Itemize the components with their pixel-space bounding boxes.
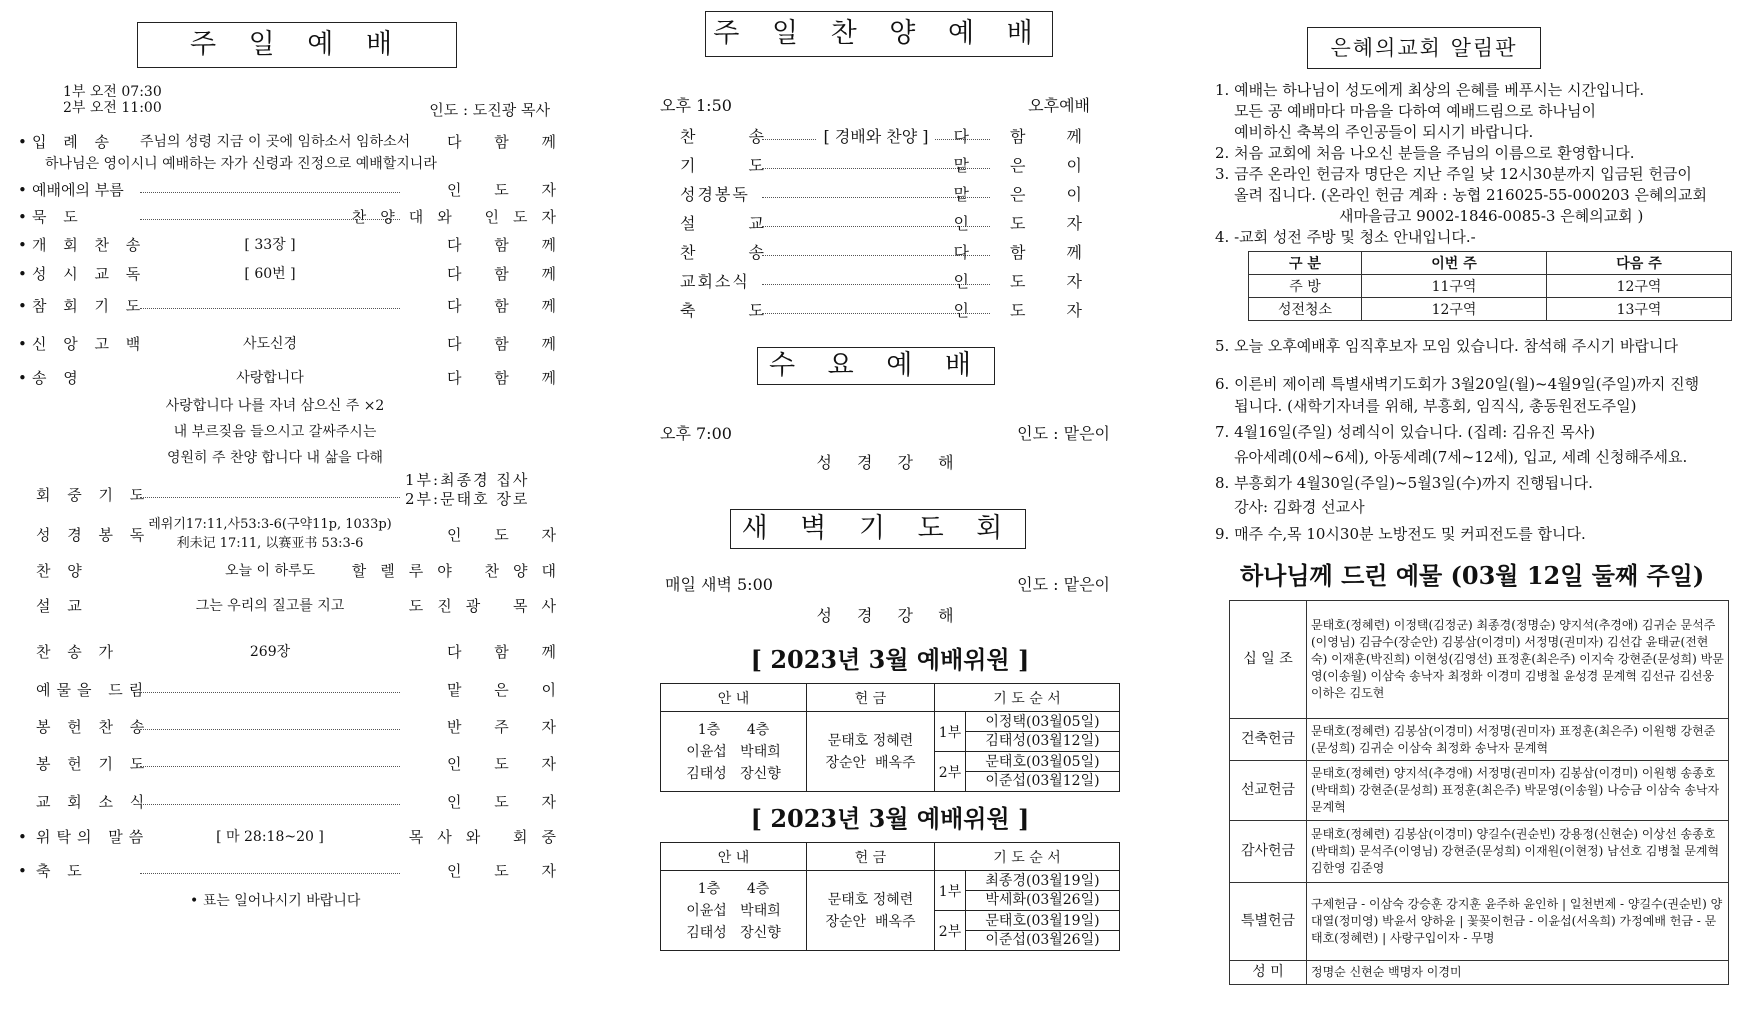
item-label: 성 경 봉 독 — [36, 526, 151, 544]
item-leader: 인 도 자 — [446, 526, 570, 544]
item-label: 축 도 — [680, 301, 788, 320]
list-item — [0, 366, 590, 390]
list-item — [0, 859, 590, 883]
col-header: 안 내 — [661, 684, 807, 712]
offering-kind: 감사헌금 — [1230, 821, 1307, 883]
table-row — [1230, 601, 1729, 719]
item-label: 찬 송 — [680, 243, 788, 262]
list-item — [0, 594, 590, 618]
standing-marker: • — [18, 265, 27, 283]
item-label: 교회소식 — [680, 272, 750, 291]
item-leader: 반 주 자 — [446, 718, 570, 736]
standing-marker: • — [18, 297, 27, 315]
item-detail: 사도신경 — [242, 336, 298, 352]
part-cell: 1부 — [935, 712, 966, 752]
item-leader: 다 함 께 — [446, 369, 570, 387]
item-leader: 인 도 자 — [953, 272, 1100, 291]
leader-dots — [140, 308, 400, 309]
item-leader: 다 함 께 — [446, 236, 570, 254]
leader-dots — [140, 766, 400, 767]
committee-table — [660, 683, 1120, 792]
table-row: 성전청소 12구역 13구역 — [1249, 298, 1732, 321]
item-label: 위탁의 말씀 — [36, 828, 150, 846]
leader-dots — [140, 873, 400, 874]
item-label: 기 도 — [680, 156, 788, 175]
offering-kind: 선교헌금 — [1230, 761, 1307, 821]
committee-title-2: [ 2023년 3월 예배위원 ] — [750, 804, 1030, 833]
item-leader: 인 도 자 — [446, 755, 570, 773]
item-leader: 다 함 께 — [446, 133, 570, 151]
service-verse: 하나님은 영이시니 예배하는 자가 신령과 진정으로 예배할지니라 — [45, 156, 437, 172]
offering-names: 구제헌금 - 이삼숙 강승훈 강지훈 윤주하 윤인하 | 일천번제 - 양길수(권순빈) 양대열(정미영) 박윤서 양하윤 | 꽃꽂이헌금 - 이윤섭(서옥희) 가정예배 헌금 - 문태호(정혜련) | 사랑구입이자 - 무명 — [1307, 883, 1729, 961]
col-header: 안 내 — [661, 843, 807, 871]
item-label: 설 교 — [680, 214, 788, 233]
wed-time: 오후 7:00 — [660, 424, 732, 443]
notice-line: 올려 집니다. (온라인 헌금 계좌 : 농협 216025-55-000203 은혜의교회 — [1215, 186, 1707, 204]
list-item — [0, 752, 590, 776]
item-label: 신 앙 고 백 — [32, 335, 147, 353]
clean-header: 이번 주 — [1362, 252, 1547, 275]
praise-worship-title: 주 일 찬 양 예 배 — [705, 11, 1053, 57]
list-item — [0, 262, 590, 286]
prayer-cell: 최종경(03월19일) 박세화(03월26일) — [966, 871, 1120, 911]
list-item — [0, 559, 590, 583]
notice-line: 5. 오늘 오후예배후 임직후보자 모임 있습니다. 참석해 주시기 바랍니다 — [1215, 337, 1678, 355]
prayer-cell: 이정택(03월05일) 김태성(03월12일) — [966, 712, 1120, 752]
item-leader: 맡 은 이 — [953, 156, 1100, 175]
item-label: 예물을 드림 — [36, 681, 150, 699]
list-item — [0, 233, 590, 257]
pm-time: 오후 1:50 — [660, 96, 732, 115]
list-item — [0, 715, 590, 739]
table-row — [1230, 719, 1729, 761]
col-header: 헌 금 — [807, 843, 935, 871]
committee-table — [660, 842, 1120, 951]
notice-line: 2. 처음 교회에 처음 나오신 분들을 주님의 이름으로 환영합니다. — [1215, 144, 1635, 162]
item-leader: 다 함 께 — [953, 243, 1100, 262]
notice-line: 유아세례(0세~6세), 아동세례(7세~12세), 입교, 세례 신청해주세요. — [1215, 448, 1688, 466]
prayer-cell: 문태호(03월19일) 이준섭(03월26일) — [966, 911, 1120, 951]
item-detail: 주님의 성령 지금 이 곳에 임하소서 임하소서 — [140, 134, 411, 150]
part-cell: 1부 — [935, 871, 966, 911]
list-item — [0, 178, 590, 202]
offering-title: 하나님께 드린 예물 (03월 12일 둘째 주일) — [1240, 561, 1705, 590]
item-label: 참 회 기 도 — [32, 297, 147, 315]
item-leader: 인 도 자 — [446, 862, 570, 880]
standing-marker: • — [18, 335, 27, 353]
offering-table — [1229, 600, 1729, 985]
notice-line: 3. 금주 온라인 헌금자 명단은 지난 주일 낮 12시30분까지 입금된 헌금이 — [1215, 165, 1692, 183]
dawn-prayer-title: 새 벽 기 도 회 — [730, 509, 1026, 549]
item-label: 설 교 — [36, 597, 88, 615]
table-row — [1230, 883, 1729, 961]
item-leader: 도진광 목사 — [408, 597, 570, 615]
offering-kind: 성 미 — [1230, 961, 1307, 985]
offering-names: 문태호(정혜련) 김봉삼(이경미) 서정명(권미자) 표정훈(최은주) 이원행 강현준(문성희) 김귀순 이삼숙 최정화 송낙자 문계혁 — [1307, 719, 1729, 761]
item-leader: 맡 은 이 — [446, 681, 570, 699]
item-leader: 맡 은 이 — [953, 185, 1100, 204]
offering-cell: 문태호 정혜련 장순안 배옥주 — [807, 712, 935, 792]
notice-line: 1. 예배는 하나님이 성도에게 최상의 은혜를 베푸시는 시간입니다. — [1215, 81, 1645, 99]
table-row — [1230, 821, 1729, 883]
notice-line: 예비하신 축복의 주인공들이 되시기 바랍니다. — [1215, 123, 1534, 141]
item-leader: 할렐루야 찬양대 — [351, 562, 570, 580]
item-leader: 찬양대와 인도자 — [351, 208, 570, 226]
notice-line: 4. -교회 성전 주방 및 청소 안내입니다.- — [1215, 228, 1476, 246]
offering-names: 정명순 신현순 백명자 이경미 — [1307, 961, 1729, 985]
list-item — [680, 182, 1100, 208]
leader-dots — [140, 692, 400, 693]
clean-header: 구 분 — [1249, 252, 1362, 275]
item-label: 성경봉독 — [680, 185, 750, 204]
col-header: 기 도 순 서 — [935, 843, 1120, 871]
item-detail: 269장 — [249, 644, 291, 660]
item-leader: 다 함 께 — [446, 297, 570, 315]
sunday-worship-title: 주 일 예 배 — [137, 22, 457, 68]
item-leader: 다 함 께 — [446, 265, 570, 283]
list-item — [0, 640, 590, 664]
pm-label: 오후예배 — [1028, 96, 1090, 115]
item-label: 개 회 찬 송 — [32, 236, 147, 254]
item-label: 송 영 — [32, 369, 84, 387]
standing-marker: • — [18, 828, 27, 846]
notice-line: 7. 4월16일(주일) 성례식이 있습니다. (집례: 김유진 목사) — [1215, 423, 1596, 441]
leader-dots — [140, 192, 400, 193]
offering-kind: 건축헌금 — [1230, 719, 1307, 761]
part-cell: 2부 — [935, 911, 966, 951]
item-detail: [ 경배와 찬양 ] — [762, 124, 990, 150]
item-detail: 사랑합니다 — [236, 370, 304, 386]
list-item — [680, 240, 1100, 266]
list-item — [0, 205, 590, 229]
prayer-assignees: 1부:최종경 집사 2부:문태호 장로 — [405, 471, 530, 508]
notice-line: 모든 공 예배마다 마음을 다하여 예배드림으로 하나님이 — [1215, 102, 1596, 120]
list-item — [0, 152, 590, 176]
notice-line: 새마을금고 9002-1846-0085-3 은혜의교회 ) — [1215, 207, 1644, 225]
item-leader: 다 함 께 — [446, 335, 570, 353]
notice-line: 강사: 김화경 선교사 — [1215, 498, 1365, 516]
list-item — [0, 825, 590, 849]
item-leader: 다 함 께 — [446, 643, 570, 661]
standing-marker: • — [18, 369, 27, 387]
dawn-item: 성 경 강 해 — [816, 606, 964, 625]
item-leader: 인 도 자 — [953, 301, 1100, 320]
song-lyrics: 사랑합니다 나를 자녀 삼으신 주 ×2 내 부르짖음 들으시고 갈싸주시는 영원히 주 찬양 합니다 내 삶을 다해 — [165, 398, 385, 466]
worship-leader: 인도 : 도진광 목사 — [429, 101, 550, 119]
usher-cell: 1층 4층 이윤섭 박태희 김태성 장신향 — [661, 712, 807, 792]
item-detail: 오늘 이 하루도 — [224, 563, 316, 579]
item-label: 예배에의 부름 — [32, 181, 124, 199]
offering-names: 문태호(정혜련) 김봉삼(이경미) 양길수(권순빈) 강용정(신현순) 이상선 송종호(박태희) 문석주(이영님) 강현준(문성희) 이재원(이현정) 남선호 김병철 문계혁 김한영 김준영 — [1307, 821, 1729, 883]
clean-header: 다음 주 — [1547, 252, 1732, 275]
part-cell: 2부 — [935, 752, 966, 792]
standing-marker: • — [18, 236, 27, 254]
standing-marker: • — [18, 181, 27, 199]
table-row: 주 방 11구역 12구역 — [1249, 275, 1732, 298]
item-leader: 다 함 께 — [953, 127, 1100, 146]
item-leader: 목사와 회중 — [408, 828, 570, 846]
notice-line: 됩니다. (새학기자녀를 위해, 부흥회, 임직식, 총동원전도주일) — [1215, 397, 1637, 415]
offering-kind: 특별헌금 — [1230, 883, 1307, 961]
committee-title-1: [ 2023년 3월 예배위원 ] — [750, 645, 1030, 674]
wednesday-worship-title: 수 요 예 배 — [757, 347, 995, 385]
list-item — [680, 269, 1100, 295]
offering-kind: 십 일 조 — [1230, 601, 1307, 719]
leader-dots — [140, 497, 400, 498]
list-item — [0, 678, 590, 702]
offering-names: 문태호(정혜련) 이정택(김정군) 최종경(정명순) 양지석(추경애) 김귀순 문석주(이영님) 김금수(장순안) 김봉삼(이경미) 서정명(권미자) 김선갑 윤태균(전현숙) 이재훈(박진희) 이현성(김영선) 표정훈(최은주) 이지숙 강현준(문성희) 박문영(이송월) 이삼숙 송낙자 최정화 이경미 김병철 윤성경 문계혁 김선규 김선웅 이하은 김도현 — [1307, 601, 1729, 719]
item-detail: [ 33장 ] — [244, 237, 296, 253]
item-leader: 인 도 자 — [446, 181, 570, 199]
usher-cell: 1층 4층 이윤섭 박태희 김태성 장신향 — [661, 871, 807, 951]
offering-cell: 문태호 정혜련 장순안 배옥주 — [807, 871, 935, 951]
prayer-cell: 문태호(03월05일) 이준섭(03월12일) — [966, 752, 1120, 792]
item-leader: 인 도 자 — [953, 214, 1100, 233]
table-row — [1230, 761, 1729, 821]
leader-dots — [140, 804, 400, 805]
item-label: 찬 송 — [680, 127, 788, 146]
standing-marker: • — [18, 208, 27, 226]
dawn-time: 매일 새벽 5:00 — [665, 575, 773, 594]
service-times: 1부 오전 07:30 2부 오전 11:00 — [63, 84, 162, 116]
scripture-reading: 레위기17:11,사53:3-6(구약11p, 1033p) 利未记 17:11, 以赛亚书 53:3-6 — [148, 517, 392, 551]
list-item — [680, 298, 1100, 324]
notice-line: 9. 매주 수,목 10시30분 노방전도 및 커피전도를 합니다. — [1215, 525, 1586, 543]
item-detail: 그는 우리의 질고를 지고 — [195, 598, 345, 614]
item-label: 봉 헌 찬 송 — [36, 718, 151, 736]
col-header: 헌 금 — [807, 684, 935, 712]
item-label: 회 중 기 도 — [36, 486, 151, 504]
cleaning-table — [1248, 251, 1732, 321]
list-item — [680, 211, 1100, 237]
list-item — [0, 790, 590, 814]
standing-marker: • — [18, 862, 27, 880]
item-label: 찬 양 — [36, 562, 88, 580]
item-label: 찬 송 가 — [36, 643, 120, 661]
item-label: 입 례 송 — [32, 133, 116, 151]
dawn-leader: 인도 : 맡은이 — [1017, 575, 1110, 594]
item-label: 축 도 — [36, 862, 88, 880]
col-header: 기 도 순 서 — [935, 684, 1120, 712]
list-item — [0, 332, 590, 356]
standing-marker: • — [18, 133, 27, 151]
list-item — [0, 294, 590, 318]
item-detail: [ 60번 ] — [244, 266, 296, 282]
item-label: 성 시 교 독 — [32, 265, 147, 283]
item-detail: [ 마 28:18~20 ] — [216, 829, 324, 845]
list-item — [0, 130, 590, 154]
list-item — [680, 153, 1100, 179]
offering-names: 문태호(정혜련) 양지석(추경애) 서정명(권미자) 김봉삼(이경미) 이원행 송종호(박태희) 강현준(문성희) 표정훈(최은주) 박문영(이송월) 나승금 이삼숙 송낙자 문계혁 — [1307, 761, 1729, 821]
notice-line: 8. 부흥회가 4월30일(주일)~5월3일(수)까지 진행됩니다. — [1215, 474, 1593, 492]
item-leader: 인 도 자 — [446, 793, 570, 811]
item-label: 교 회 소 식 — [36, 793, 151, 811]
wed-leader: 인도 : 맡은이 — [1017, 424, 1110, 443]
notice-line: 6. 이른비 제이레 특별새벽기도회가 3월20일(월)~4월9일(주일)까지 진행 — [1215, 375, 1700, 393]
list-item — [680, 124, 1100, 150]
leader-dots — [140, 729, 400, 730]
footnote: • 표는 일어나시기 바랍니다 — [190, 893, 361, 909]
notice-board-title: 은혜의교회 알림판 — [1307, 27, 1541, 69]
table-row — [1230, 961, 1729, 985]
wed-item: 성 경 강 해 — [816, 453, 964, 472]
item-label: 묵 도 — [32, 208, 84, 226]
item-label: 봉 헌 기 도 — [36, 755, 151, 773]
